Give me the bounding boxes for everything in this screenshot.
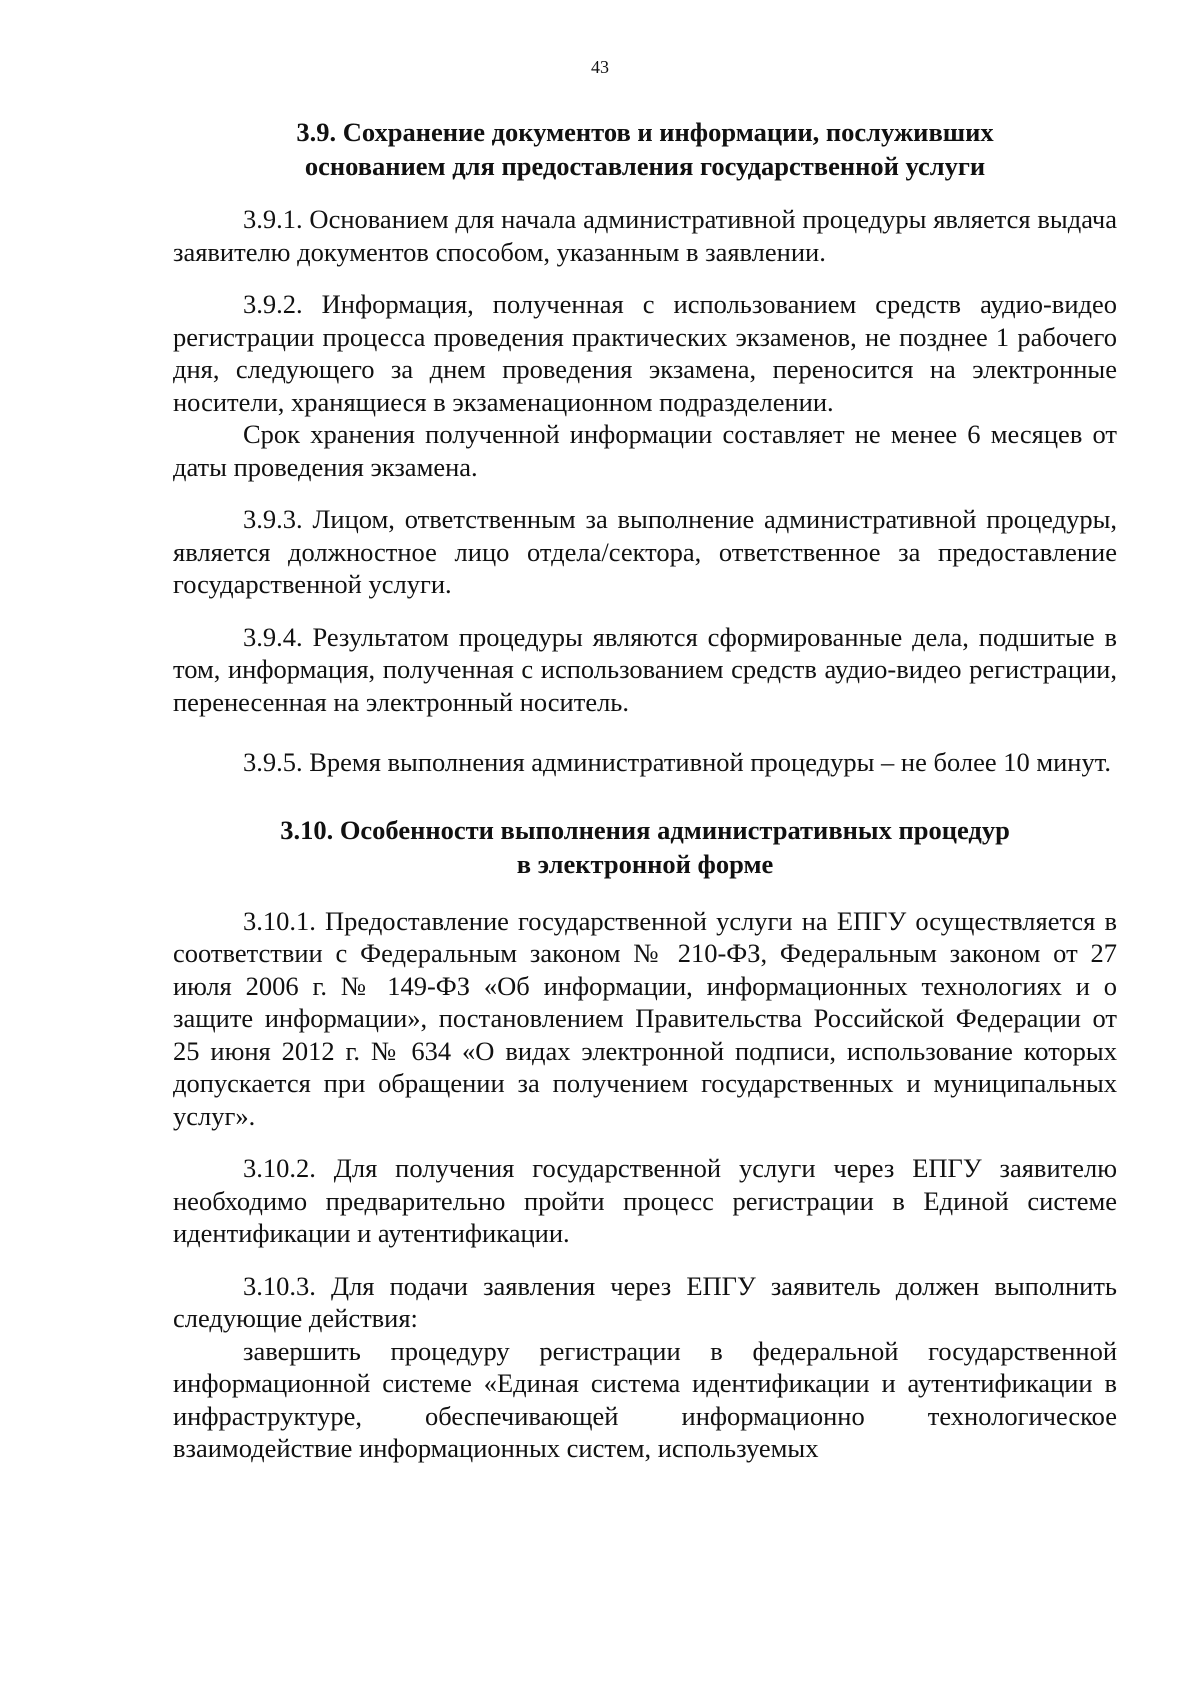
paragraph-3-10-3-step: завершить процедуру регистрации в федеральной государственной информационной системе «Единая система идентификации и аутентификации в инфраструктуре, обеспечивающей информационно технологическое взаимодействие информационных систем, используемых	[173, 1335, 1117, 1463]
paragraph-3-9-5: 3.9.5. Время выполнения административной процедуры – не более 10 минут.	[243, 747, 1111, 777]
section-3-9-heading-line-2: основанием для предоставления государственной услуги	[304, 151, 986, 181]
paragraph-3-10-2: 3.10.2. Для получения государственной услуги через ЕПГУ заявителю необходимо предварительно пройти процесс регистрации в Единой системе идентификации и аутентификации.	[173, 1153, 1117, 1248]
paragraph-3-10-1: 3.10.1. Предоставление государственной услуги на ЕПГУ осуществляется в соответствии с Федеральным законом № 210-ФЗ, Федеральным законом от 27 июля 2006 г. № 149-ФЗ «Об информации, информационных технологиях и о защите информации», постановлением Правительства Российской Федерации от 25 июня 2012 г. № 634 «О видах электронной подписи, использование которых допускается при обращении за получением государственных и муниципальных услуг».	[173, 905, 1117, 1131]
paragraph-3-9-1: 3.9.1. Основанием для начала административной процедуры является выдача заявителю документов способом, указанным в заявлении.	[173, 204, 1117, 267]
section-3-9-heading	[173, 115, 1117, 183]
section-3-10-heading	[173, 813, 1117, 881]
section-3-9-heading-line-1: 3.9. Сохранение документов и информации, послуживших	[296, 117, 994, 147]
paragraph-3-10-3: 3.10.3. Для подачи заявления через ЕПГУ заявитель должен выполнить следующие действия:	[173, 1270, 1117, 1333]
document-body	[173, 115, 1117, 1465]
paragraph-3-9-4: 3.9.4. Результатом процедуры являются сформированные дела, подшитые в том, информация, полученная с использованием средств аудио-видео регистрации, перенесенная на электронный носитель.	[173, 621, 1117, 717]
page-number: 43	[591, 57, 609, 77]
paragraph-3-9-3: 3.9.3. Лицом, ответственным за выполнение административной процедуры, является должностное лицо отдела/сектора, ответственное за предоставление государственной услуги.	[173, 504, 1117, 599]
section-3-10-heading-line-1: 3.10. Особенности выполнения административных процедур	[280, 814, 1010, 845]
paragraph-3-9-2-storage: Срок хранения полученной информации составляет не менее 6 месяцев от даты проведения экзамена.	[173, 419, 1117, 482]
paragraph-3-9-2: 3.9.2. Информация, полученная с использованием средств аудио-видео регистрации процесса проведения практических экзаменов, не позднее 1 рабочего дня, следующего за днем проведения экзамена, переносится на электронные носители, хранящиеся в экзаменационном подразделении.	[173, 289, 1117, 417]
section-3-10-heading-line-2: в электронной форме	[516, 848, 774, 879]
